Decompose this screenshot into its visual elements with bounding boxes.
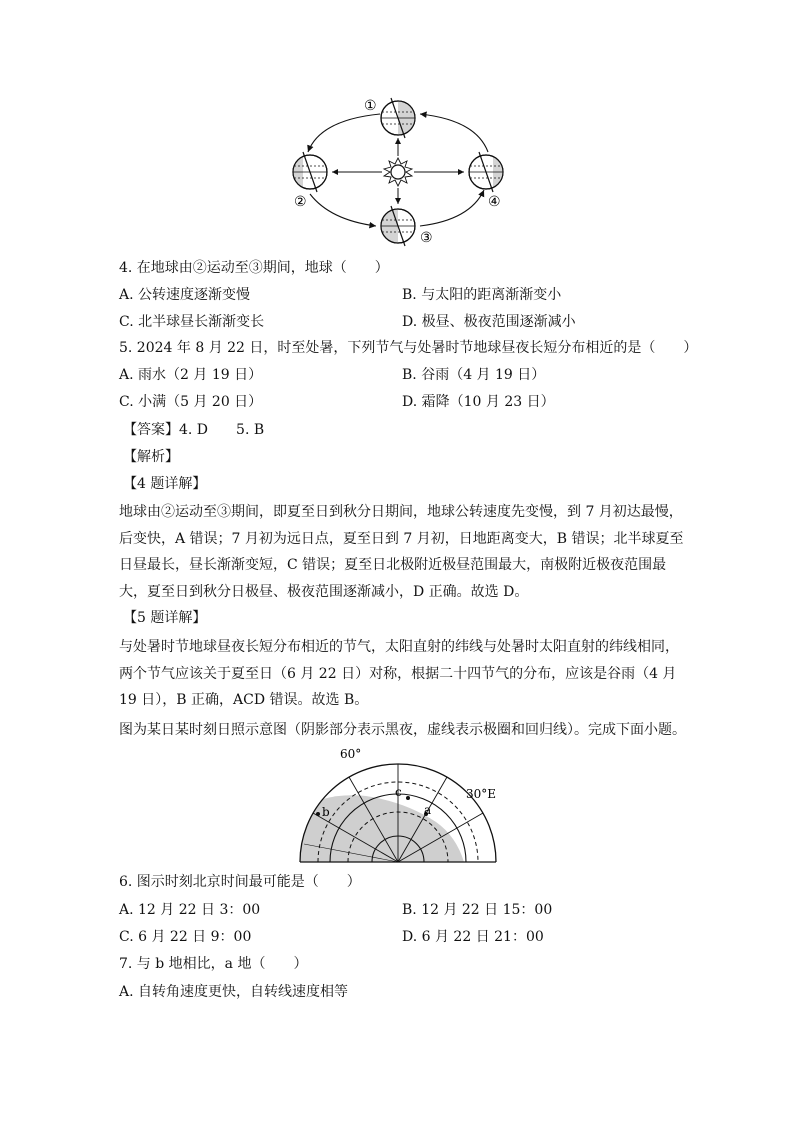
orbit-label-3: ③ bbox=[420, 230, 433, 246]
earth-position-3 bbox=[381, 206, 415, 246]
q4-option-b: B. 与太阳的距离渐渐变小 bbox=[402, 287, 562, 303]
q5-option-b: B. 谷雨（4 月 19 日） bbox=[402, 367, 546, 383]
q4-option-a: A. 公转速度逐渐变慢 bbox=[119, 287, 251, 303]
q4-stem: 4. 在地球由②运动至③期间，地球（ ） bbox=[119, 260, 389, 276]
lon-label: 30°E bbox=[466, 787, 497, 801]
q5-option-a: A. 雨水（2 月 19 日） bbox=[119, 367, 263, 383]
point-b-label: b bbox=[322, 805, 330, 819]
orbit-label-4: ④ bbox=[488, 194, 501, 210]
sun-icon bbox=[384, 158, 412, 186]
q7-stem: 7. 与 b 地相比，a 地（ ） bbox=[119, 956, 308, 972]
q6-option-a: A. 12 月 22 日 3：00 bbox=[119, 902, 261, 918]
q7-option-a: A. 自转角速度更快，自转线速度相等 bbox=[119, 984, 349, 1000]
earth-orbit-diagram bbox=[280, 92, 520, 248]
figure2-intro: 图为某日某时刻日照示意图（阴影部分表示黑夜，虚线表示极圈和回归线）。完成下面小题。 bbox=[119, 722, 686, 738]
point-b-marker bbox=[316, 812, 320, 816]
q6-option-c: C. 6 月 22 日 9：00 bbox=[119, 929, 252, 945]
answer-line: 【答案】4. D 5. B bbox=[123, 422, 265, 438]
detail5-text: 与处暑时节地球昼夜长短分布相近的节气，太阳直射的纬线与处暑时太阳直射的纬线相同，两个节气应该关于夏至日（6 月 22 日）对称，根据二十四节气的分布，应该是谷雨（4 月 19 日），B 正确，ACD 错误。故选 B。 bbox=[119, 639, 679, 708]
earth-position-2 bbox=[293, 152, 327, 192]
point-c-label: c bbox=[395, 785, 402, 799]
earth-position-1 bbox=[381, 98, 415, 138]
lat-label: 60° bbox=[340, 747, 362, 761]
q5-option-c: C. 小满（5 月 20 日） bbox=[119, 394, 263, 410]
q5-option-d: D. 霜降（10 月 23 日） bbox=[402, 394, 555, 410]
point-a-label: a bbox=[424, 803, 432, 817]
q6-option-b: B. 12 月 22 日 15：00 bbox=[402, 902, 553, 918]
q4-option-d: D. 极昼、极夜范围逐渐减小 bbox=[402, 314, 576, 330]
q4-option-c: C. 北半球昼长渐渐变长 bbox=[119, 314, 265, 330]
detail5-heading: 【5 题详解】 bbox=[123, 610, 207, 626]
analysis-heading: 【解析】 bbox=[123, 449, 179, 465]
sunlight-diagram bbox=[296, 744, 502, 866]
q5-stem: 5. 2024 年 8 月 22 日，时至处暑，下列节气与处暑时节地球昼夜长短分布相近的是（ ） bbox=[119, 340, 698, 356]
orbit-label-2: ② bbox=[294, 194, 307, 210]
detail4-text: 地球由②运动至③期间，即夏至日到秋分日期间，地球公转速度先变慢，到 7 月初达最慢，后变快，A 错误；7 月初为远日点，夏至日到 7 月初，日地距离变大，B 错误；北半球夏至日昼最长，昼长渐渐变短，C 错误；夏至日北极附近极昼范围最大，南极附近极夜范围最大，夏至日到秋分日极昼、极夜范围逐渐减小，D 正确。故选 D。 bbox=[119, 504, 684, 600]
detail4-heading: 【4 题详解】 bbox=[123, 476, 207, 492]
q6-stem: 6. 图示时刻北京时间最可能是（ ） bbox=[119, 874, 361, 890]
q6-option-d: D. 6 月 22 日 21：00 bbox=[402, 929, 544, 945]
orbit-label-1: ① bbox=[364, 98, 377, 114]
earth-position-4 bbox=[469, 152, 503, 192]
point-c-marker bbox=[406, 796, 410, 800]
